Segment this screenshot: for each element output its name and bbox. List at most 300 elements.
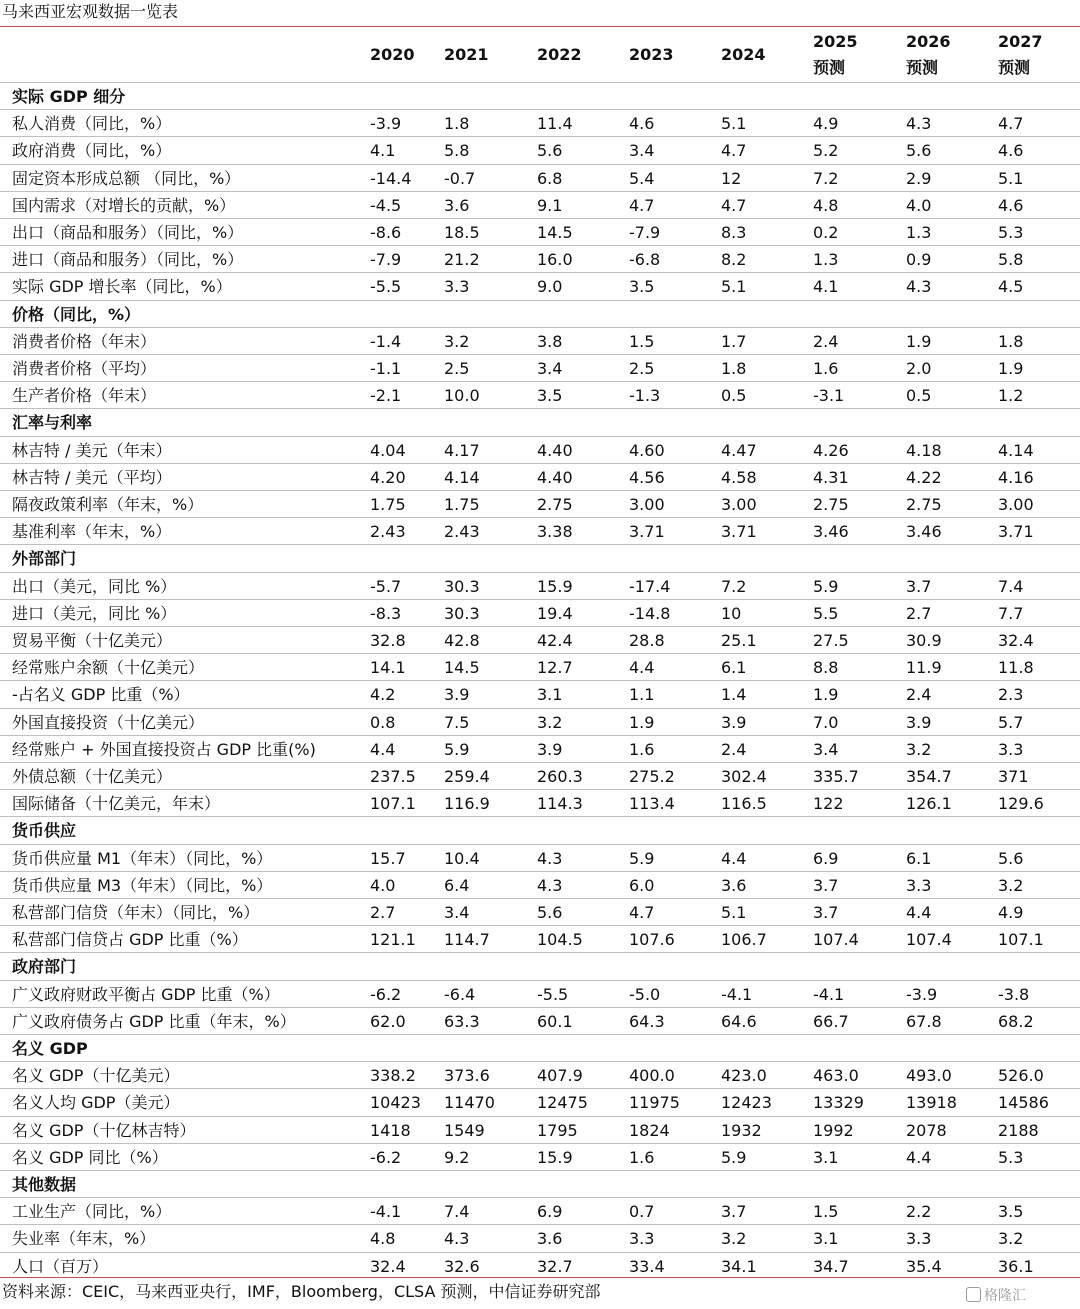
cell-2024: 3.9: [721, 712, 747, 732]
cell-2027: 4.7: [998, 114, 1024, 134]
cell-2026: 4.18: [906, 440, 942, 460]
table-row: [0, 898, 1080, 926]
cell-2022: 260.3: [537, 767, 583, 786]
cell-2025: 0.2: [813, 223, 839, 242]
cell-2027: 4.14: [998, 440, 1034, 460]
cell-2024: 3.7: [721, 1202, 747, 1222]
cell-2025: 3.46: [813, 522, 849, 542]
cell-2023: -14.8: [629, 603, 671, 623]
row-label: 经常账户 + 外国直接投资占 GDP 比重(%): [12, 739, 316, 759]
cell-2020: 4.1: [370, 141, 396, 161]
cell-2024: 1.4: [721, 685, 747, 705]
cell-2027: 5.7: [998, 712, 1024, 732]
cell-2027: 14586: [998, 1093, 1049, 1113]
header-year-2024: [721, 42, 766, 68]
cell-2023: 1.1: [629, 685, 655, 705]
header-forecast-label: 预测: [998, 58, 1031, 77]
section-title: 政府部门: [12, 957, 77, 977]
table-row: [0, 463, 1080, 491]
cell-2027: 3.5: [998, 1202, 1024, 1222]
cell-2025: 8.8: [813, 658, 839, 678]
cell-2026: 4.4: [906, 1147, 932, 1167]
header-year-label: 2025: [813, 32, 858, 51]
cell-2023: 107.6: [629, 930, 675, 950]
cell-2023: 1824: [629, 1120, 670, 1140]
cell-2020: 4.04: [370, 440, 406, 460]
cell-2024: 1.7: [721, 331, 747, 351]
cell-2020: 107.1: [370, 794, 416, 814]
table-row: [0, 680, 1080, 708]
cell-2025: 2.4: [813, 331, 839, 351]
cell-2027: 5.1: [998, 168, 1024, 188]
cell-2025: 3.7: [813, 875, 839, 895]
cell-2023: 4.7: [629, 903, 655, 922]
cell-2025: 4.8: [813, 195, 839, 215]
table-header: [0, 29, 1080, 81]
cell-2020: -7.9: [370, 250, 402, 270]
cell-2023: 4.6: [629, 114, 655, 134]
cell-2022: 3.4: [537, 359, 563, 378]
cell-2022: 3.8: [537, 331, 563, 351]
cell-2026: 2.9: [906, 168, 932, 188]
cell-2022: 42.4: [537, 631, 573, 650]
cell-2024: 5.1: [721, 114, 747, 134]
row-label: 工业生产（同比，%）: [12, 1202, 172, 1222]
cell-2021: 373.6: [444, 1066, 490, 1086]
cell-2021: 10.4: [444, 848, 480, 868]
cell-2026: 11.9: [906, 658, 942, 678]
cell-2020: 4.20: [370, 467, 406, 487]
cell-2022: 104.5: [537, 930, 583, 950]
cell-2025: 4.26: [813, 440, 849, 460]
cell-2026: 493.0: [906, 1066, 952, 1086]
cell-2023: 11975: [629, 1093, 680, 1113]
table-row: [0, 218, 1080, 246]
cell-2024: 5.1: [721, 277, 747, 297]
cell-2026: 6.1: [906, 848, 932, 868]
cell-2020: 1418: [370, 1120, 411, 1140]
cell-2025: 4.9: [813, 114, 839, 134]
header-year-label: 2024: [721, 45, 766, 64]
cell-2021: 3.2: [444, 331, 470, 351]
cell-2021: 14.5: [444, 658, 480, 678]
cell-2023: 1.6: [629, 1147, 655, 1167]
cell-2027: 3.2: [998, 1229, 1024, 1249]
cell-2023: 400.0: [629, 1066, 675, 1086]
cell-2022: 114.3: [537, 794, 583, 814]
top-rule: [0, 26, 1080, 27]
cell-2024: 2.4: [721, 739, 747, 759]
cell-2025: -3.1: [813, 386, 845, 406]
cell-2024: 1932: [721, 1120, 762, 1140]
cell-2020: 10423: [370, 1093, 421, 1113]
cell-2023: 64.3: [629, 1011, 665, 1031]
cell-2022: 407.9: [537, 1066, 583, 1086]
cell-2020: 2.43: [370, 522, 406, 542]
row-label: 货币供应量 M3（年末）（同比，%）: [12, 875, 273, 895]
cell-2021: 3.9: [444, 685, 470, 705]
source-note: 资料来源：CEIC，马来西亚央行，IMF，Bloomberg，CLSA 预测，中信证券研究部: [2, 1282, 601, 1301]
cell-2023: 3.5: [629, 277, 655, 297]
section-header-row: [0, 82, 1080, 110]
table-row: [0, 436, 1080, 464]
cell-2022: 4.3: [537, 875, 563, 895]
cell-2020: -6.2: [370, 984, 402, 1004]
header-year-2020: [370, 42, 415, 68]
cell-2026: 67.8: [906, 1011, 942, 1031]
row-label: -占名义 GDP 比重（%）: [12, 685, 190, 705]
cell-2024: 3.71: [721, 522, 757, 542]
row-label: 生产者价格（年末）: [12, 386, 157, 406]
table-row: [0, 925, 1080, 953]
section-header-row: [0, 952, 1080, 980]
watermark: [966, 1285, 1026, 1305]
cell-2022: 4.40: [537, 467, 573, 487]
cell-2020: -14.4: [370, 168, 412, 188]
table-row: [0, 191, 1080, 219]
cell-2024: 25.1: [721, 631, 757, 650]
cell-2021: 259.4: [444, 767, 490, 786]
cell-2025: 1.3: [813, 250, 839, 270]
cell-2027: -3.8: [998, 984, 1030, 1004]
cell-2021: 4.14: [444, 467, 480, 487]
cell-2027: 2188: [998, 1120, 1039, 1140]
cell-2024: 34.1: [721, 1256, 757, 1276]
cell-2023: 28.8: [629, 631, 665, 650]
cell-2025: 335.7: [813, 767, 859, 786]
table-row: [0, 327, 1080, 355]
cell-2025: 1.5: [813, 1202, 839, 1222]
row-label: 国内需求（对增长的贡献，%）: [12, 195, 236, 215]
cell-2026: 0.9: [906, 250, 932, 270]
cell-2025: 2.75: [813, 495, 849, 514]
cell-2024: 4.7: [721, 141, 747, 161]
table-title: 马来西亚宏观数据一览表: [2, 2, 179, 21]
cell-2021: 1.75: [444, 495, 480, 514]
cell-2024: 3.2: [721, 1229, 747, 1249]
header-forecast-label: 预测: [813, 58, 846, 77]
cell-2022: 3.6: [537, 1229, 563, 1249]
cell-2027: 5.8: [998, 250, 1024, 270]
cell-2023: 113.4: [629, 794, 675, 814]
cell-2023: 1.6: [629, 739, 655, 759]
cell-2026: 3.3: [906, 1229, 932, 1249]
cell-2026: 3.2: [906, 739, 932, 759]
cell-2027: 4.9: [998, 903, 1024, 922]
row-label: 出口（商品和服务）（同比，%）: [12, 223, 244, 242]
cell-2022: 15.9: [537, 576, 573, 596]
cell-2025: 4.1: [813, 277, 839, 297]
table-row: [0, 735, 1080, 763]
cell-2022: 3.38: [537, 522, 573, 542]
header-year-label: 2027: [998, 32, 1043, 51]
cell-2023: -17.4: [629, 576, 671, 596]
cell-2027: 7.7: [998, 603, 1024, 623]
cell-2026: 2.75: [906, 495, 942, 514]
row-label: 基准利率（年末，%）: [12, 522, 172, 542]
cell-2024: 12: [721, 168, 742, 188]
cell-2022: 6.9: [537, 1202, 563, 1222]
cell-2026: 2.2: [906, 1202, 932, 1222]
cell-2020: 0.8: [370, 712, 396, 732]
cell-2021: 3.3: [444, 277, 470, 297]
row-label: 固定资本形成总额 （同比，%）: [12, 168, 241, 188]
table-row: [0, 1007, 1080, 1035]
cell-2025: 5.5: [813, 603, 839, 623]
cell-2022: 3.5: [537, 386, 563, 406]
header-year-2025: [813, 29, 858, 81]
header-year-label: 2020: [370, 45, 415, 64]
cell-2020: 2.7: [370, 903, 396, 922]
row-label: 私人消费（同比，%）: [12, 114, 172, 134]
cell-2020: 32.4: [370, 1256, 406, 1276]
watermark-text: 格隆汇: [984, 1288, 1026, 1304]
cell-2025: 34.7: [813, 1256, 849, 1276]
cell-2026: 4.3: [906, 277, 932, 297]
cell-2020: 4.4: [370, 739, 396, 759]
cell-2025: 13329: [813, 1093, 864, 1113]
table-row: [0, 109, 1080, 137]
cell-2022: -5.5: [537, 984, 569, 1004]
cell-2026: 2.0: [906, 359, 932, 378]
table-row: [0, 272, 1080, 300]
cell-2026: 4.22: [906, 467, 942, 487]
cell-2020: -4.5: [370, 195, 402, 215]
cell-2022: 32.7: [537, 1256, 573, 1276]
table-row: [0, 1116, 1080, 1144]
header-year-2023: [629, 42, 674, 68]
cell-2027: 1.2: [998, 386, 1024, 406]
row-label: 广义政府债务占 GDP 比重（年末，%）: [12, 1011, 296, 1031]
cell-2023: 5.9: [629, 848, 655, 868]
table-row: [0, 354, 1080, 382]
cell-2020: -1.1: [370, 359, 402, 378]
cell-2026: 3.9: [906, 712, 932, 732]
table-row: [0, 844, 1080, 872]
cell-2026: 13918: [906, 1093, 957, 1113]
row-label: 进口（商品和服务）（同比，%）: [12, 250, 244, 270]
cell-2027: 129.6: [998, 794, 1044, 814]
row-label: 私营部门信贷占 GDP 比重（%）: [12, 930, 248, 950]
cell-2023: 4.7: [629, 195, 655, 215]
row-label: 经常账户余额（十亿美元）: [12, 658, 205, 678]
cell-2026: 3.3: [906, 875, 932, 895]
cell-2024: 8.2: [721, 250, 747, 270]
cell-2022: 14.5: [537, 223, 573, 242]
cell-2024: 1.8: [721, 359, 747, 378]
cell-2023: 3.71: [629, 522, 665, 542]
header-forecast-label: 预测: [906, 58, 939, 77]
row-label: 私营部门信贷（年末）（同比，%）: [12, 903, 260, 922]
cell-2025: 1.9: [813, 685, 839, 705]
cell-2021: 3.4: [444, 903, 470, 922]
cell-2027: 5.3: [998, 223, 1024, 242]
cell-2021: 21.2: [444, 250, 480, 270]
table-row: [0, 517, 1080, 545]
row-label: 广义政府财政平衡占 GDP 比重（%）: [12, 984, 280, 1004]
cell-2022: 6.8: [537, 168, 563, 188]
cell-2025: 107.4: [813, 930, 859, 950]
section-title: 货币供应: [12, 821, 77, 841]
header-year-2026: [906, 29, 951, 81]
cell-2022: 4.40: [537, 440, 573, 460]
cell-2025: 122: [813, 794, 844, 814]
cell-2023: 4.56: [629, 467, 665, 487]
cell-2027: 3.00: [998, 495, 1034, 514]
row-label: 外国直接投资（十亿美元）: [12, 712, 205, 732]
cell-2025: 6.9: [813, 848, 839, 868]
cell-2022: 9.0: [537, 277, 563, 297]
cell-2021: 3.6: [444, 195, 470, 215]
cell-2025: 5.9: [813, 576, 839, 596]
cell-2023: 3.00: [629, 495, 665, 514]
cell-2025: 463.0: [813, 1066, 859, 1086]
cell-2024: 7.2: [721, 576, 747, 596]
cell-2027: 371: [998, 767, 1029, 786]
row-label: 贸易平衡（十亿美元）: [12, 631, 173, 650]
cell-2027: 4.5: [998, 277, 1024, 297]
cell-2020: -5.7: [370, 576, 402, 596]
section-header-row: [0, 408, 1080, 436]
cell-2026: 126.1: [906, 794, 952, 814]
cell-2024: 8.3: [721, 223, 747, 242]
cell-2027: 3.2: [998, 875, 1024, 895]
cell-2023: 5.4: [629, 168, 655, 188]
cell-2026: 1.9: [906, 331, 932, 351]
cell-2020: 32.8: [370, 631, 406, 650]
table-row: [0, 599, 1080, 627]
row-label: 隔夜政策利率（年末，%）: [12, 495, 204, 514]
cell-2021: 7.5: [444, 712, 470, 732]
cell-2021: 18.5: [444, 223, 480, 242]
cell-2026: 354.7: [906, 767, 952, 786]
cell-2024: 3.6: [721, 875, 747, 895]
cell-2021: -0.7: [444, 168, 476, 188]
cell-2024: 3.00: [721, 495, 757, 514]
cell-2021: 42.8: [444, 631, 480, 650]
cell-2026: 1.3: [906, 223, 932, 242]
cell-2020: -4.1: [370, 1202, 402, 1222]
row-label: 外债总额（十亿美元）: [12, 767, 173, 786]
section-title: 价格（同比，%）: [12, 304, 141, 324]
cell-2021: 1.8: [444, 114, 470, 134]
cell-2024: 12423: [721, 1093, 772, 1113]
cell-2022: 3.1: [537, 685, 563, 705]
row-label: 国际储备（十亿美元，年末）: [12, 794, 221, 814]
cell-2022: 3.9: [537, 739, 563, 759]
cell-2021: 6.4: [444, 875, 470, 895]
cell-2020: -8.6: [370, 223, 402, 242]
cell-2022: 5.6: [537, 141, 563, 161]
cell-2025: 1.6: [813, 359, 839, 378]
cell-2021: 30.3: [444, 576, 480, 596]
cell-2023: 0.7: [629, 1202, 655, 1222]
cell-2020: -6.2: [370, 1147, 402, 1167]
cell-2023: 1.5: [629, 331, 655, 351]
cell-2027: 107.1: [998, 930, 1044, 950]
cell-2027: 1.9: [998, 359, 1024, 378]
cell-2022: 3.2: [537, 712, 563, 732]
cell-2023: 4.60: [629, 440, 665, 460]
table-row: [0, 653, 1080, 681]
cell-2024: 0.5: [721, 386, 747, 406]
cell-2027: 526.0: [998, 1066, 1044, 1086]
cell-2025: 7.2: [813, 168, 839, 188]
table-row: [0, 381, 1080, 409]
cell-2020: -3.9: [370, 114, 402, 134]
cell-2024: 302.4: [721, 767, 767, 786]
cell-2024: 4.7: [721, 195, 747, 215]
cell-2024: 4.47: [721, 440, 757, 460]
cell-2021: 4.3: [444, 1229, 470, 1249]
cell-2022: 4.3: [537, 848, 563, 868]
section-header-row: [0, 816, 1080, 844]
cell-2022: 16.0: [537, 250, 573, 270]
cell-2026: -3.9: [906, 984, 938, 1004]
table-row: [0, 1224, 1080, 1252]
cell-2022: 12.7: [537, 658, 573, 678]
cell-2026: 4.4: [906, 903, 932, 922]
cell-2024: 6.1: [721, 658, 747, 678]
cell-2022: 5.6: [537, 903, 563, 922]
cell-2027: 3.3: [998, 739, 1024, 759]
cell-2022: 12475: [537, 1093, 588, 1113]
cell-2022: 15.9: [537, 1147, 573, 1167]
cell-2020: 4.8: [370, 1229, 396, 1249]
row-label: 消费者价格（平均）: [12, 359, 157, 378]
cell-2027: 1.8: [998, 331, 1024, 351]
cell-2022: 11.4: [537, 114, 573, 134]
row-label: 名义 GDP 同比（%）: [12, 1147, 168, 1167]
cell-2023: -6.8: [629, 250, 661, 270]
cell-2026: 107.4: [906, 930, 952, 950]
cell-2027: 2.3: [998, 685, 1024, 705]
cell-2021: 5.9: [444, 739, 470, 759]
cell-2025: 4.31: [813, 467, 849, 487]
section-header-row: [0, 1034, 1080, 1062]
cell-2024: 64.6: [721, 1011, 757, 1031]
section-title: 名义 GDP: [12, 1039, 88, 1058]
cell-2023: 33.4: [629, 1256, 665, 1276]
cell-2024: -4.1: [721, 984, 753, 1004]
cell-2026: 2.7: [906, 603, 932, 623]
cell-2020: -2.1: [370, 386, 402, 406]
cell-2024: 5.1: [721, 903, 747, 922]
row-label: 货币供应量 M1（年末）（同比，%）: [12, 848, 273, 868]
cell-2020: 4.0: [370, 875, 396, 895]
cell-2023: 3.3: [629, 1229, 655, 1249]
cell-2022: 19.4: [537, 603, 573, 623]
row-label: 实际 GDP 增长率（同比，%）: [12, 277, 232, 297]
cell-2025: 3.1: [813, 1147, 839, 1167]
cell-2023: 275.2: [629, 767, 675, 786]
cell-2024: 4.58: [721, 467, 757, 487]
cell-2024: 423.0: [721, 1066, 767, 1086]
table-row: [0, 245, 1080, 273]
cell-2021: 2.43: [444, 522, 480, 542]
header-year-label: 2022: [537, 45, 582, 64]
cell-2024: 5.9: [721, 1147, 747, 1167]
cell-2025: 3.7: [813, 903, 839, 922]
table-row: [0, 980, 1080, 1008]
cell-2020: 15.7: [370, 848, 406, 868]
cell-2027: 32.4: [998, 631, 1034, 650]
cell-2026: 30.9: [906, 631, 942, 650]
section-title: 汇率与利率: [12, 413, 93, 433]
cell-2020: 338.2: [370, 1066, 416, 1086]
row-label: 政府消费（同比，%）: [12, 141, 172, 161]
cell-2026: 3.7: [906, 576, 932, 596]
